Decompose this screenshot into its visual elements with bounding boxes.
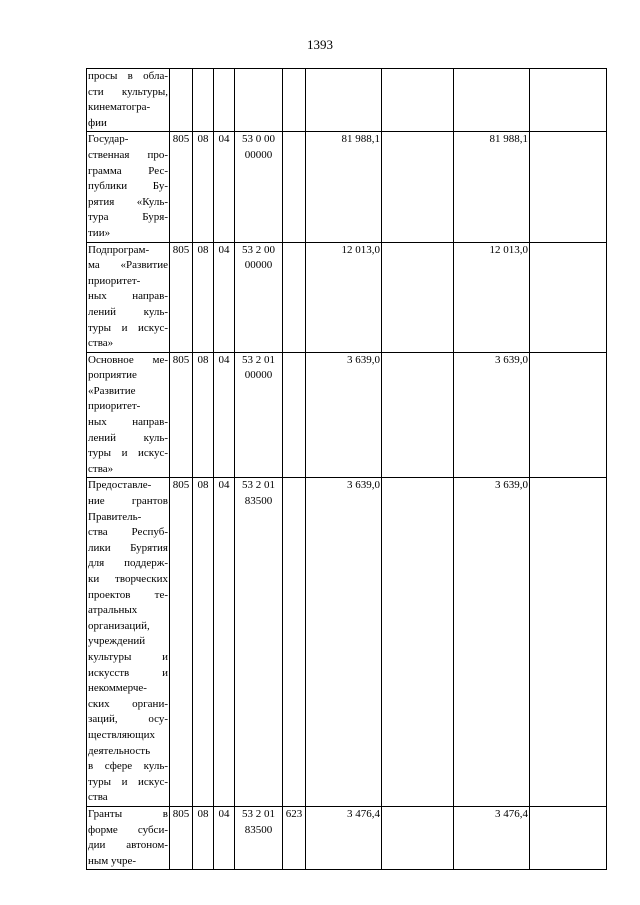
item-name-line: туры и искус-	[88, 447, 168, 460]
item-name-line: ма «Развитие	[88, 259, 168, 272]
target-article-line: 53 2 01	[242, 479, 275, 492]
section-code-cell	[193, 69, 214, 132]
expense-type-cell	[283, 69, 306, 132]
item-name-line: лений куль-	[88, 431, 168, 444]
table-row	[87, 478, 607, 806]
item-name-line: ществляющих	[88, 728, 155, 741]
admin-code-cell: 805	[170, 132, 193, 242]
item-name-line: ства»	[88, 337, 114, 350]
item-name-line: заций, осу-	[88, 713, 168, 726]
item-name-line: ства	[88, 791, 108, 804]
item-name-line: публики Бу-	[88, 180, 168, 193]
item-name-line: Предоставле-	[88, 479, 152, 492]
admin-code-cell	[170, 69, 193, 132]
target-article-cell	[235, 478, 283, 806]
table-row	[87, 806, 607, 869]
item-name-line: для поддерж-	[88, 557, 168, 570]
item-name-line: форме субси-	[88, 823, 168, 836]
target-article-cell	[235, 69, 283, 132]
item-name-line: организаций,	[88, 619, 150, 632]
item-name-line: дии автоном-	[88, 839, 168, 852]
item-name-line: тии»	[88, 226, 111, 239]
item-name-line: проектов те-	[88, 588, 168, 601]
item-name-line: Подпрограм-	[88, 243, 150, 256]
item-name-cell	[87, 478, 170, 806]
amount-federal-cell	[454, 69, 530, 132]
item-name-line: ных направ-	[88, 290, 168, 303]
expense-type-cell	[283, 478, 306, 806]
empty-cell	[530, 132, 607, 242]
subsection-code-cell: 04	[214, 132, 235, 242]
item-name-line: фии	[88, 116, 107, 129]
budget-table-body	[87, 69, 607, 870]
empty-cell	[530, 478, 607, 806]
item-name-line: приоритет-	[88, 400, 141, 413]
empty-cell	[382, 478, 454, 806]
amount-cell: 3 639,0	[306, 352, 382, 478]
item-name-cell	[87, 352, 170, 478]
subsection-code-cell: 04	[214, 352, 235, 478]
table-row	[87, 352, 607, 478]
target-article-line: 00000	[244, 259, 273, 272]
expense-type-cell	[283, 352, 306, 478]
subsection-code-cell	[214, 69, 235, 132]
item-name-line: учреждений	[88, 635, 146, 648]
amount-federal-cell: 12 013,0	[454, 242, 530, 352]
subsection-code-cell: 04	[214, 806, 235, 869]
amount-cell: 3 639,0	[306, 478, 382, 806]
item-name-line: ние грантов	[88, 495, 168, 508]
amount-cell: 3 476,4	[306, 806, 382, 869]
target-article-line: 83500	[244, 823, 273, 836]
item-name-line: искусств и	[88, 666, 168, 679]
target-article-line: 00000	[244, 148, 273, 161]
amount-federal-cell: 3 639,0	[454, 352, 530, 478]
table-row	[87, 69, 607, 132]
admin-code-cell: 805	[170, 806, 193, 869]
amount-cell: 12 013,0	[306, 242, 382, 352]
admin-code-cell: 805	[170, 352, 193, 478]
item-name-line: тура Буря-	[88, 211, 168, 224]
empty-cell	[530, 69, 607, 132]
item-name-line: в сфере куль-	[88, 760, 168, 773]
target-article-line: 83500	[244, 495, 273, 508]
section-code-cell: 08	[193, 132, 214, 242]
item-name-line: грамма Рес-	[88, 164, 168, 177]
target-article-line: 53 2 01	[242, 353, 275, 366]
section-code-cell: 08	[193, 242, 214, 352]
table-row	[87, 242, 607, 352]
subsection-code-cell: 04	[214, 242, 235, 352]
item-name-line: атральных	[88, 604, 138, 617]
item-name-line: некоммерче-	[88, 682, 147, 695]
target-article-line: 00000	[244, 369, 273, 382]
amount-federal-cell: 81 988,1	[454, 132, 530, 242]
target-article-cell	[235, 242, 283, 352]
target-article-line: 53 2 01	[242, 807, 275, 820]
item-name-line: ства Респуб-	[88, 526, 168, 539]
expense-type-cell: 623	[283, 806, 306, 869]
item-name-line: Правитель-	[88, 510, 142, 523]
item-name-cell	[87, 69, 170, 132]
item-name-line: ных направ-	[88, 416, 168, 429]
item-name-line: деятельность	[88, 744, 151, 757]
admin-code-cell: 805	[170, 242, 193, 352]
target-article-cell	[235, 132, 283, 242]
expense-type-cell	[283, 132, 306, 242]
target-article-line: 53 0 00	[242, 133, 275, 146]
target-article-cell	[235, 352, 283, 478]
item-name-line: лений куль-	[88, 305, 168, 318]
item-name-line: ки творческих	[88, 573, 168, 585]
item-name-line: Гранты в	[88, 807, 168, 820]
subsection-code-cell: 04	[214, 478, 235, 806]
page-number: 1393	[307, 37, 333, 52]
item-name-line: приоритет-	[88, 274, 141, 287]
amount-federal-cell: 3 639,0	[454, 478, 530, 806]
item-name-line: лики Бурятия	[88, 541, 168, 554]
section-code-cell: 08	[193, 352, 214, 478]
amount-cell	[306, 69, 382, 132]
empty-cell	[382, 132, 454, 242]
item-name-line: роприятие	[88, 369, 137, 382]
empty-cell	[530, 806, 607, 869]
amount-cell: 81 988,1	[306, 132, 382, 242]
section-code-cell: 08	[193, 478, 214, 806]
item-name-line: просы в обла-	[88, 70, 168, 82]
empty-cell	[382, 352, 454, 478]
item-name-line: Государ-	[88, 133, 129, 146]
item-name-line: ным учре-	[88, 854, 137, 867]
item-name-line: рятия «Куль-	[88, 195, 168, 208]
item-name-line: кинематогра-	[88, 101, 151, 114]
item-name-line: ских органи-	[88, 697, 168, 710]
item-name-line: сти культуры,	[88, 85, 168, 98]
item-name-line: туры и искус-	[88, 775, 168, 788]
item-name-cell	[87, 806, 170, 869]
target-article-cell	[235, 806, 283, 869]
item-name-cell	[87, 132, 170, 242]
item-name-line: туры и искус-	[88, 321, 168, 334]
empty-cell	[530, 242, 607, 352]
empty-cell	[382, 69, 454, 132]
item-name-line: культуры и	[88, 650, 168, 663]
table-row	[87, 132, 607, 242]
target-article-line: 53 2 00	[242, 243, 275, 256]
expense-type-cell	[283, 242, 306, 352]
item-name-line: ства»	[88, 462, 114, 475]
empty-cell	[382, 242, 454, 352]
budget-table	[86, 68, 607, 870]
section-code-cell: 08	[193, 806, 214, 869]
item-name-line: ственная про-	[88, 148, 168, 161]
empty-cell	[530, 352, 607, 478]
empty-cell	[382, 806, 454, 869]
amount-federal-cell: 3 476,4	[454, 806, 530, 869]
item-name-cell	[87, 242, 170, 352]
item-name-line: Основное ме-	[88, 353, 168, 366]
item-name-line: «Развитие	[88, 384, 136, 397]
admin-code-cell: 805	[170, 478, 193, 806]
